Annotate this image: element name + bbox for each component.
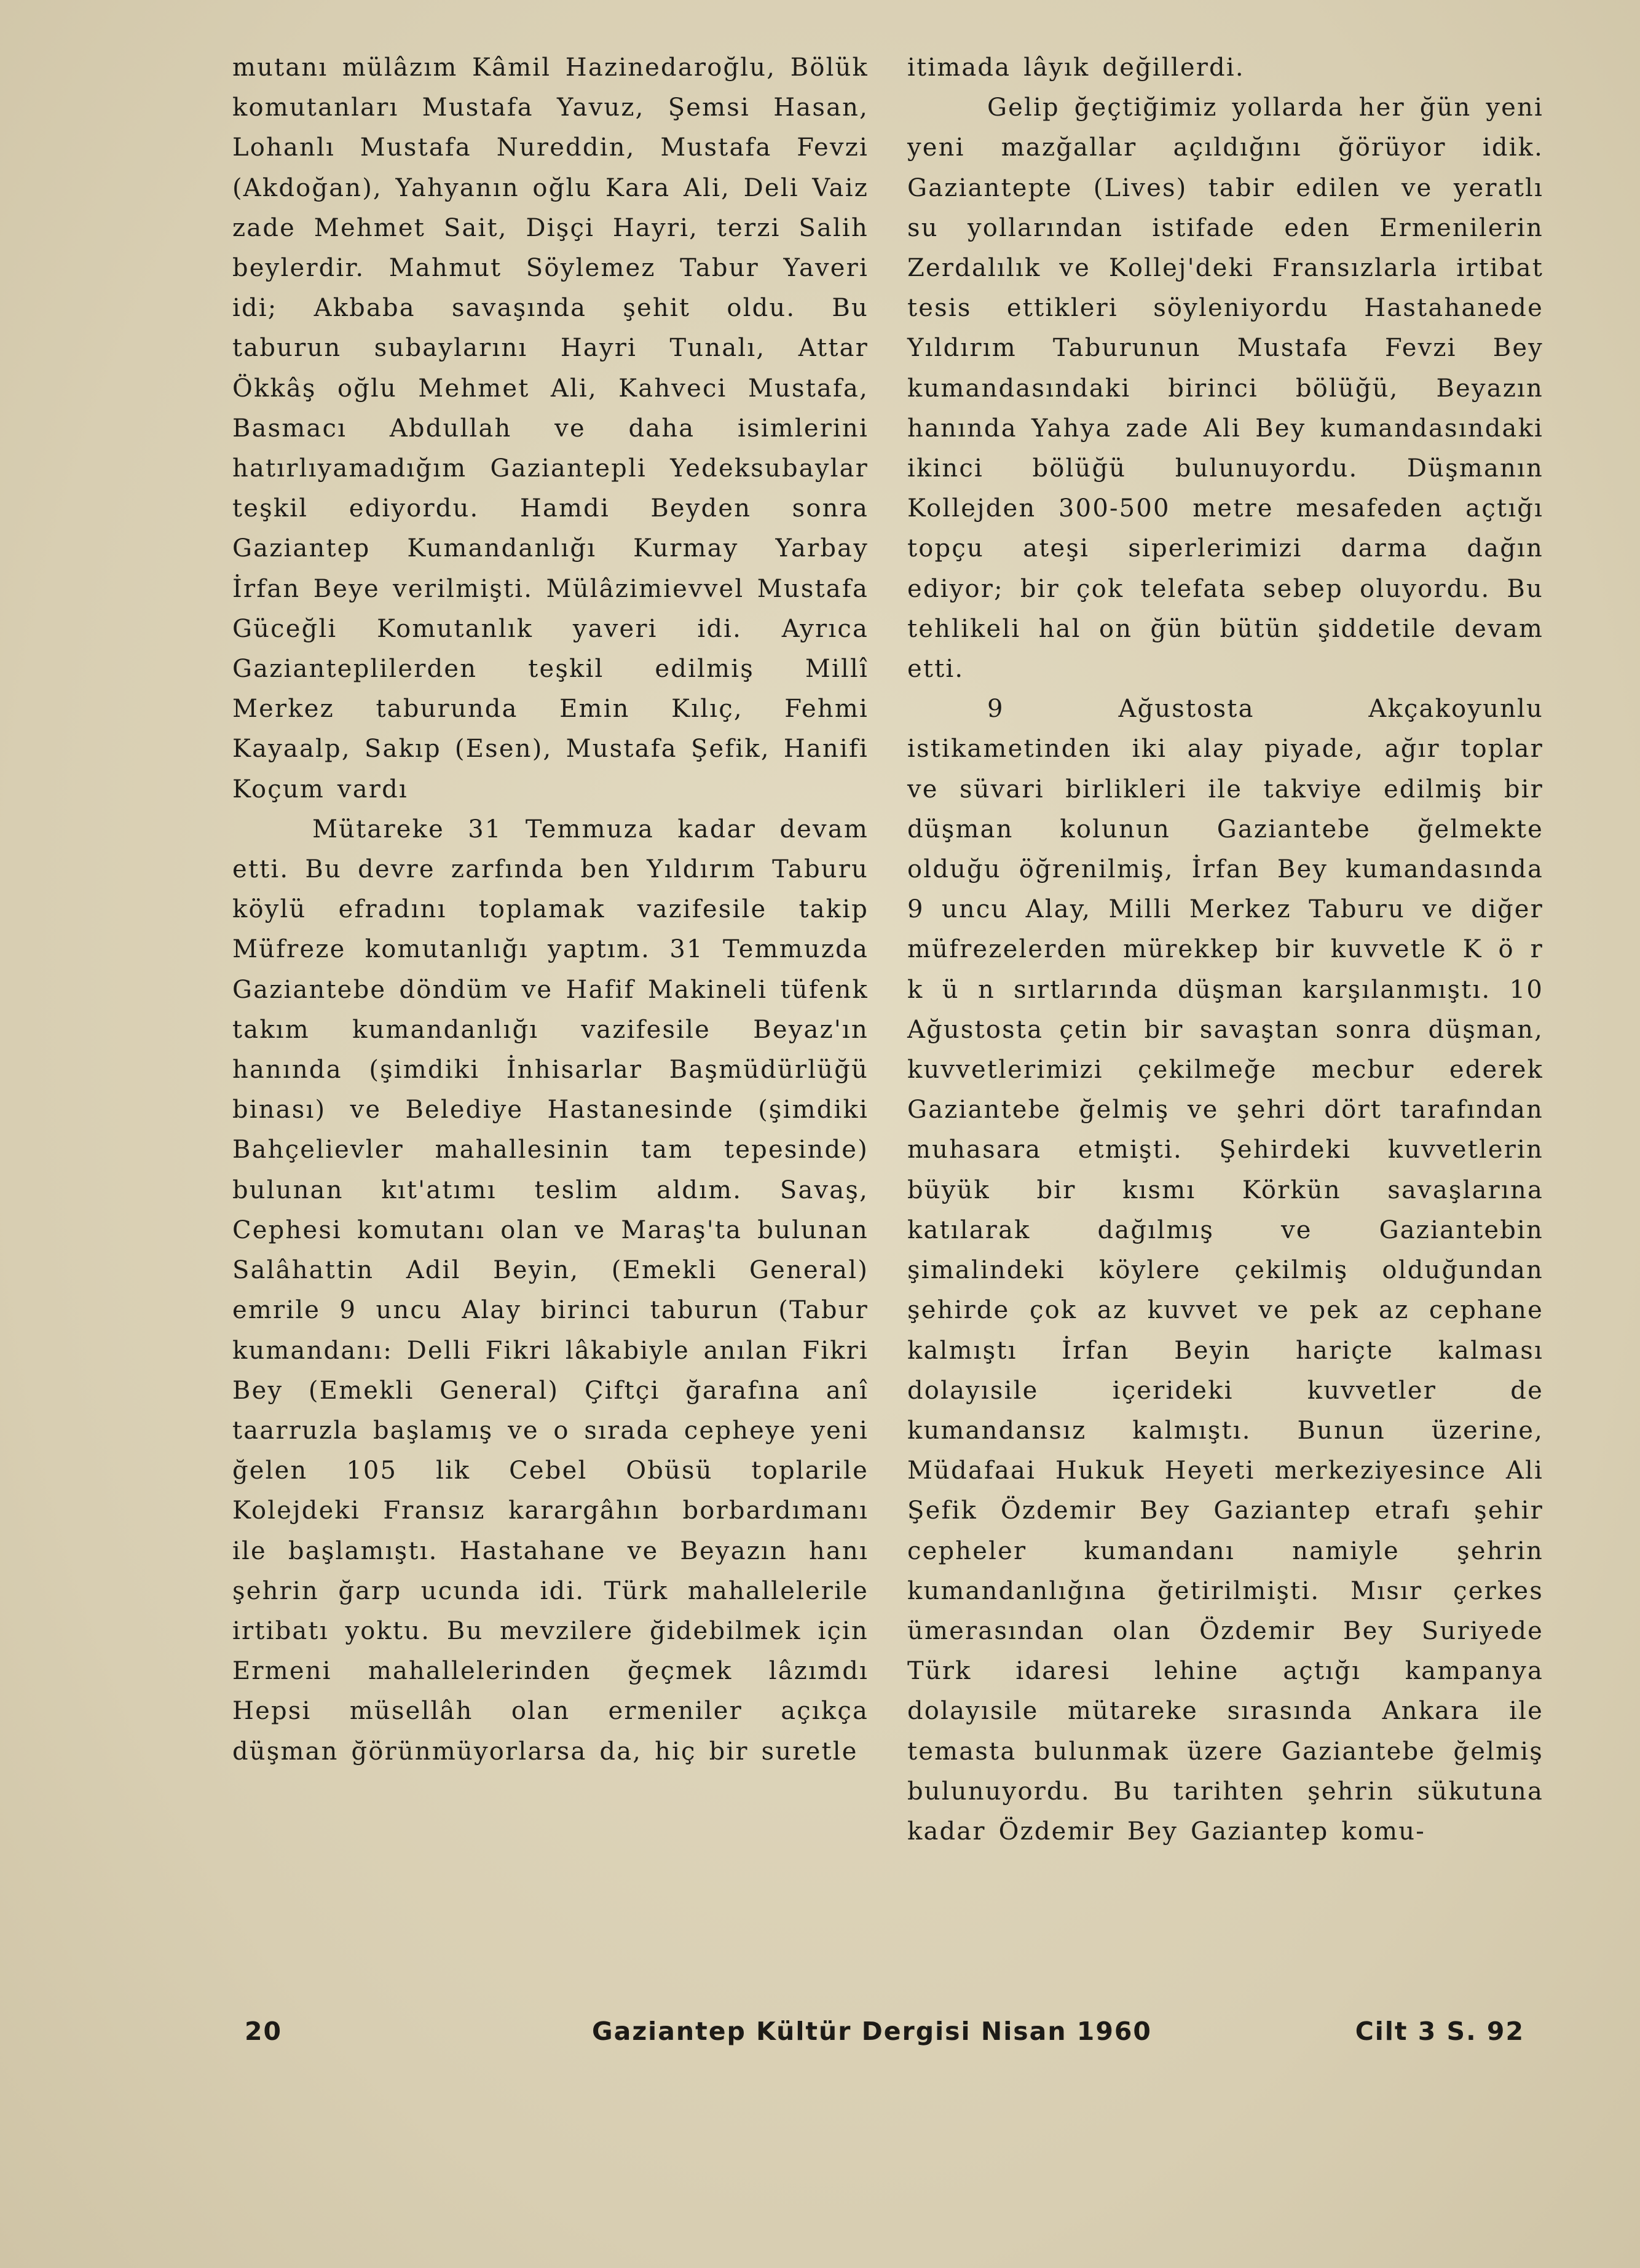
left-paragraph-2: Mütareke 31 Temmuza kadar devam etti. Bu devre zarfında ben Yıldırım Taburu köylü efradını toplamak vazifesile takip Müfreze komutanlığı yaptım. 31 Temmuzda Gaziantebe döndüm ve Hafif Makineli tüfenk takım kumandanlığı vazifesile Beyaz'ın hanında (şimdiki İnhisarlar Başmüdürlüğü binası) ve Belediye Hastanesinde (şimdiki Bahçelievler mahallesinin tam tepesinde) bulunan kıt'atımı teslim aldım. Savaş, Cephesi komutanı olan ve Maraş'ta bulunan Salâhattin Adil Beyin, (Emekli General) emrile 9 uncu Alay birinci taburun (Tabur kumandanı: Delli Fikri lâkabiyle anılan Fikri Bey (Emekli General) Çiftçi ğarafına anî taarruzla başlamış ve o sırada cepheye yeni ğelen 105 lik Cebel Obüsü toplarile Kolejdeki Fransız karargâhın borbardımanı ile başlamıştı. Hastahane ve Beyazın hanı şehrin ğarp ucunda idi. Türk mahallelerile irtibatı yoktu. Bu mevzilere ğidebilmek için Ermeni mahallelerinden ğeçmek lâzımdı Hepsi müsellâh olan ermeniler açıkça düşman ğörünmüyorlarsa da, hiç bir suretle xyxy=(232,815,869,1766)
right-paragraph-3: 9 Ağustosta Akçakoyunlu istikametinden iki alay piyade, ağır toplar ve süvari birlikleri ile takviye edilmiş bir düşman kolunun Gaziantebe ğelmekte olduğu öğrenilmiş, İrfan Bey kumandasında 9 uncu Alay, Milli Merkez Taburu ve diğer müfrezelerden mürekkep bir kuvvetle K ö r k ü n sırtlarında düşman karşılanmıştı. 10 Ağustosta çetin bir savaştan sonra düşman, kuvvetlerimizi çekilmeğe mecbur ederek Gaziantebe ğelmiş ve şehri dört tarafından muhasara etmişti. Şehirdeki kuvvetlerin büyük bir kısmı Körkün savaşlarına katılarak dağılmış ve Gaziantebin şimalindeki köylere çekilmiş olduğundan şehirde çok az kuvvet ve pek az cephane kalmıştı İrfan Beyin hariçte kalması dolayısile içerideki kuvvetler de kumandansız kalmıştı. Bunun üzerine, Müdafaai Hukuk Heyeti merkeziyesince Ali Şefik Özdemir Bey Gaziantep etrafı şehir cepheler kumandanı namiyle şehrin kumandanlığına ğetirilmişti. Mısır çerkes ümerasından olan Özdemir Bey Suriyede Türk idaresi lehine açtığı kampanya dolayısile mütareke sırasında Ankara ile temasta bulunmak üzere Gaziantebe ğelmiş bulunuyordu. Bu tarihten şehrin sükutuna kadar Özdemir Bey Gaziantep komu- xyxy=(907,695,1543,1846)
right-paragraph-1: itimada lâyık değillerdi. xyxy=(907,53,1245,82)
right-paragraph-2: Gelip ğeçtiğimiz yollarda her ğün yeni yeni mazğallar açıldığını ğörüyor idik. Gaziantepte (Lives) tabir edilen ve yeratlı su yollarından istifade eden Ermenilerin Zerdalılık ve Kollej'deki Fransızlarla irtibat tesis ettikleri söyleniyordu Hastahanede Yıldırım Taburunun Mustafa Fevzi Bey kumandasındaki birinci bölüğü, Beyazın hanında Yahya zade Ali Bey kumandasındaki ikinci bölüğü bulunuyordu. Düşmanın Kollejden 300-500 metre mesafeden açtığı topçu ateşi siperlerimizi darma dağın ediyor; bir çok telefata sebep oluyordu. Bu tehlikeli hal on ğün bütün şiddetile devam etti. xyxy=(907,93,1543,684)
volume-issue: Cilt 3 S. 92 xyxy=(1355,2017,1524,2046)
right-column xyxy=(907,48,1543,1852)
left-paragraph-1: mutanı mülâzım Kâmil Hazinedaroğlu, Bölük komutanları Mustafa Yavuz, Şemsi Hasan, Lohanlı Mustafa Nureddin, Mustafa Fevzi (Akdoğan), Yahyanın oğlu Kara Ali, Deli Vaiz zade Mehmet Sait, Dişçi Hayri, terzi Salih beylerdir. Mahmut Söylemez Tabur Yaveri idi; Akbaba savaşında şehit oldu. Bu taburun subaylarını Hayri Tunalı, Attar Ökkâş oğlu Mehmet Ali, Kahveci Mustafa, Basmacı Abdullah ve daha isimlerini hatırlıyamadığım Gaziantepli Yedeksubaylar teşkil ediyordu. Hamdi Beyden sonra Gaziantep Kumandanlığı Kurmay Yarbay İrfan Beye verilmişti. Mülâzimievvel Mustafa Güceğli Komutanlık yaveri idi. Ayrıca Gazianteplilerden teşkil edilmiş Millî Merkez taburunda Emin Kılıç, Fehmi Kayaalp, Sakıp (Esen), Mustafa Şefik, Hanifi Koçum vardı xyxy=(232,53,869,804)
page-footer xyxy=(245,2017,1524,2053)
page-number: 20 xyxy=(245,2017,283,2046)
left-column xyxy=(232,48,869,1772)
journal-title: Gaziantep Kültür Dergisi Nisan 1960 xyxy=(592,2017,1152,2046)
